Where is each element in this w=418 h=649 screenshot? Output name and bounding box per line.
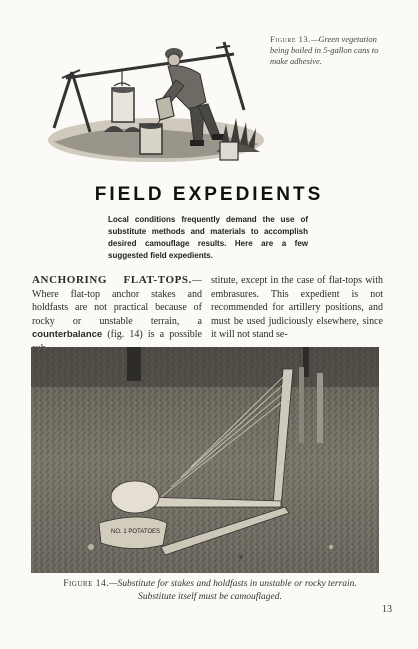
left-column bbox=[32, 274, 202, 355]
counterbalance-photo bbox=[31, 347, 379, 573]
heading-dash: — bbox=[192, 275, 202, 286]
right-column: stitute, except in the case of flat-tops with embrasures. This expedient is not recommended for artillery positions, and must be used judiciously elsewhere, since it will not stand se- bbox=[211, 275, 383, 340]
body-part-2: (fig. 14) is a possible bbox=[107, 329, 202, 340]
page-number: 13 bbox=[382, 604, 392, 615]
figure-14-caption bbox=[60, 578, 360, 603]
figure-14-label: Figure 14. bbox=[63, 579, 110, 589]
figure-13-label: Figure 13. bbox=[270, 34, 311, 44]
sack-label: NO. 1 POTATOES bbox=[111, 529, 161, 535]
bold-term: counterbalance bbox=[32, 329, 103, 340]
figure-13-text: —Green vegetation being boiled in 5-gallon cans to make adhesive. bbox=[270, 34, 379, 66]
section-heading: ANCHORING FLAT-TOPS. bbox=[32, 274, 192, 286]
boiling-vegetation-illustration bbox=[44, 40, 266, 168]
figure-14-text: —Substitute for stakes and holdfasts in unstable or rocky terrain. Substitute itself must be camouflaged. bbox=[109, 579, 357, 602]
page-title: FIELD EXPEDIENTS bbox=[94, 184, 324, 205]
figure-13-caption bbox=[270, 34, 395, 67]
body-part-1: Where flat-top anchor stakes and holdfasts are not practical because of rocky or unstable terrain, a bbox=[32, 288, 202, 327]
intro-paragraph: Local conditions frequently demand the use of substitute methods and materials to accomplish desired camouflage results. Here are a few suggested field expedients. bbox=[108, 215, 308, 260]
